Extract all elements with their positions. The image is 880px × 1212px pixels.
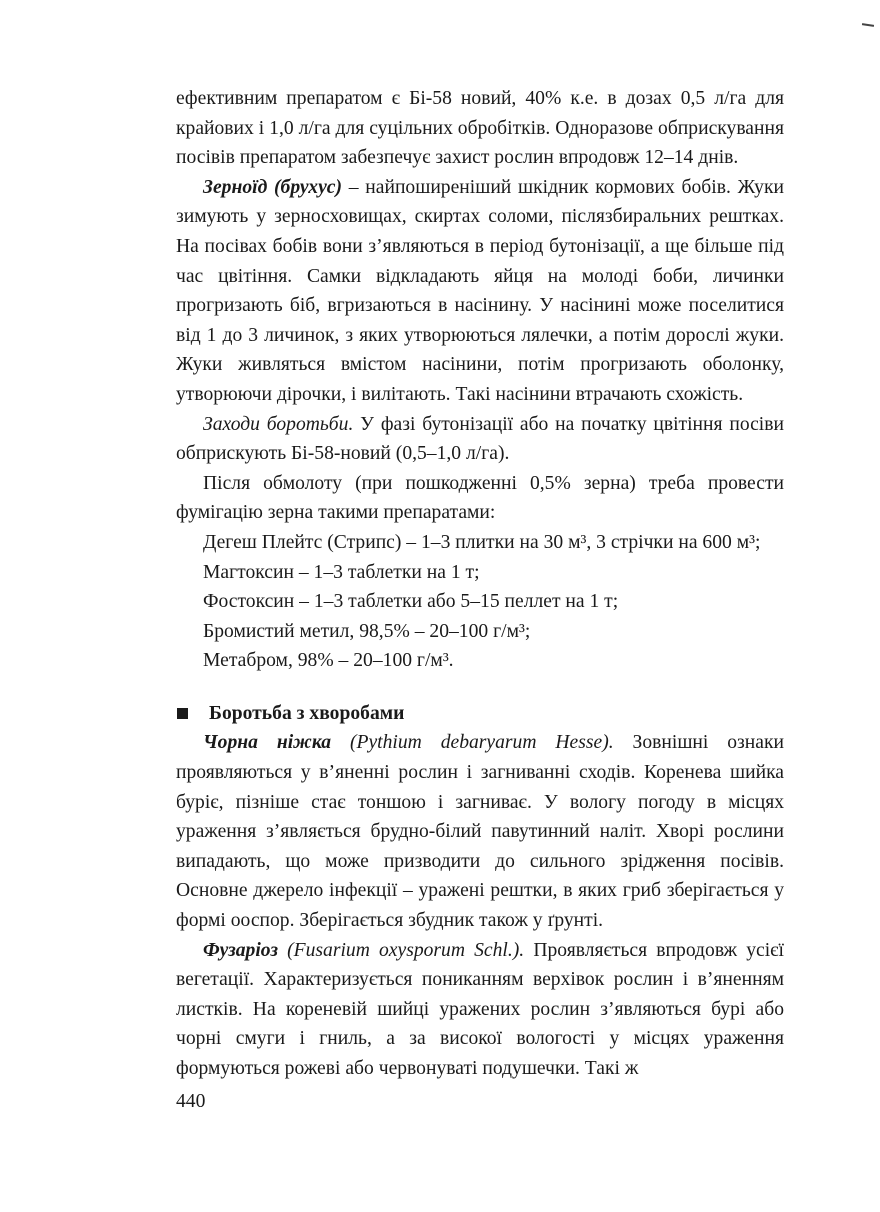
section-heading-text: Боротьба з хворобами <box>209 702 405 724</box>
term-black-leg: Чорна ніжка <box>203 732 332 754</box>
fumigant-item: Фостоксин – 1–3 таблетки або 5–15 пеллет на 1 т; <box>203 591 619 613</box>
term-bruchus: Зерноїд (брухус) <box>203 176 343 198</box>
latin-fusarium: (Fusarium oxysporum Schl.). <box>277 939 525 961</box>
fumigant-item: Метабром, 98% – 20–100 г/м³. <box>203 650 454 672</box>
fumigant-item: Бромистий метил, 98,5% – 20–100 г/м³; <box>203 620 531 642</box>
text-black-leg: Зовнішні ознаки проявляються у в’яненні рослин і загниванні сходів. Коренева шийка буріє, пізніше стає тоншою і загниває. У вологу погоду в місцях ураження з’являється брудно-білий павутинний наліт. Хворі рослини випадають, що може призводити до сильного зрідження посівів. Основне джерело інфекції – уражені рештки, в яких гриб зберігається у формі ооспор. Зберігається збудник також у ґрунті. <box>176 732 784 932</box>
scan-corner-mark <box>862 23 874 27</box>
paragraph-bi58-effectiveness: ефективним препаратом є Бі-58 новий, 40% к.е. в дозах 0,5 л/га для крайових і 1,0 л/га для суцільних обробітків. Одноразове обприскування посівів препаратом забезпечує захист рослин впродовж 12–14 днів. <box>176 88 784 169</box>
text-fusarium: Проявляється впродовж усієї вегетації. Характеризується пониканням верхівок рослин і в’яненням листків. На кореневій шийці уражених рослин з’являються бурі або чорні смуги і гниль, а за високої вологості у місцях ураження формуються рожеві або червонуваті подушечки. Такі ж <box>176 939 784 1079</box>
square-bullet-icon <box>177 708 188 719</box>
text-control-measures: У фазі бутонізації або на початку цвітіння посіви обприскують Бі-58-новий (0,5–1,0 л/га). <box>176 413 784 465</box>
paragraph-fumigation: Після обмолоту (при пошкодженні 0,5% зерна) треба провести фумігацію зерна такими препаратами: <box>176 472 784 524</box>
term-fusarium: Фузаріоз <box>203 939 278 961</box>
page-body <box>176 84 784 1084</box>
paragraph-degesh: Дегеш Плейтс (Стрипс) – 1–3 плитки на 30 м³, 3 стрічки на 600 м³; <box>203 531 761 553</box>
fumigant-item: Магтоксин – 1–3 таблетки на 1 т; <box>203 561 480 583</box>
paragraph-control-measures <box>176 410 784 469</box>
latin-black-leg: (Pythium debaryarum Hesse). <box>331 732 614 754</box>
page-number: 440 <box>176 1091 206 1112</box>
term-control-measures: Заходи боротьби. <box>203 413 354 435</box>
paragraph-bruchus <box>176 173 784 410</box>
paragraph-black-leg <box>176 728 784 935</box>
paragraph-fusarium <box>176 936 784 1084</box>
text-bruchus: – найпоширеніший шкідник кормових бобів. Жуки зимують у зерносховищах, скиртах соломи, післязбиральних рештках. На посівах бобів вони з’являються в період бутонізації, а ще більше під час цвітіння. Самки відкладають яйця на молоді боби, личинки прогризають біб, вгризаються в насінину. У насінині може поселитися від 1 до 3 личинок, з яких утворюються лялечки, а потім дорослі жуки. Жуки живляться вмістом насінини, потім прогризають оболонку, утворюючи дірочки, і вилітають. Такі насінини втрачають схожість. <box>176 176 784 405</box>
section-heading <box>176 699 784 729</box>
